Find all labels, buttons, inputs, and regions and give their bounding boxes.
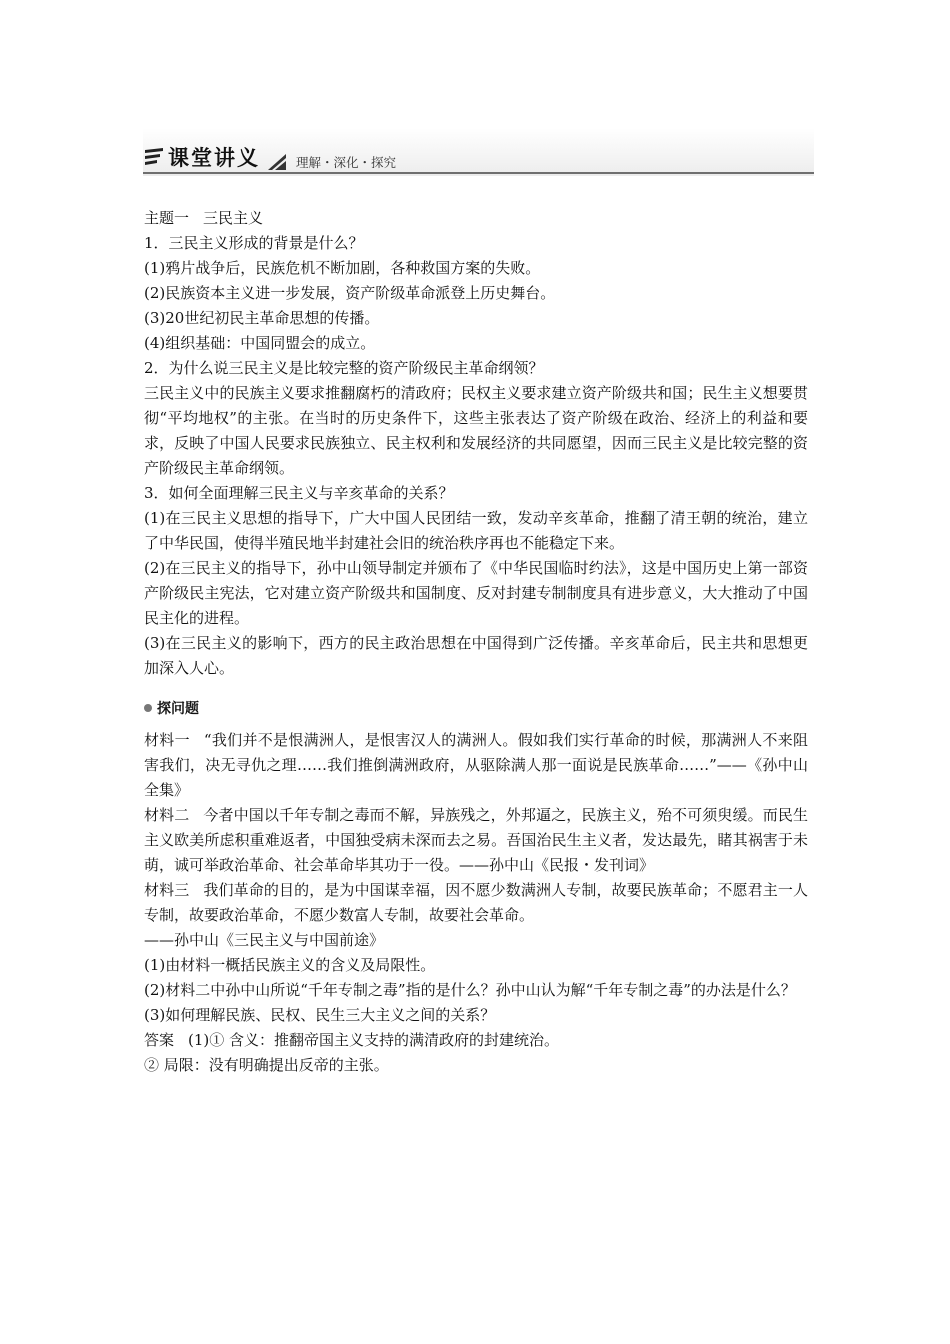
material-3-label: 材料三 <box>144 881 190 899</box>
q2-answer: 三民主义中的民族主义要求推翻腐朽的清政府；民权主义要求建立资产阶级共和国；民生主义想要贯彻“平均地权”的主张。在当时的历史条件下，这些主张表达了资产阶级在政治、经济上的利益和要求，反映了中国人民要求民族独立、民主权利和发展经济的共同愿望，因而三民主义是比较完整的资产阶级民主革命纲领。 <box>144 384 808 477</box>
material-1 <box>144 728 808 803</box>
material-2-text: 今者中国以千年专制之毒而不解，异族残之，外邦逼之，民族主义，殆不可须臾缓。而民生主义欧美所虑积重难返者，中国独受病未深而去之易。吾国治民生主义者，发达最先，睹其祸害于未萌，诚可举政治革命、社会革命毕其功于一役。——孙中山《民报・发刊词》 <box>144 806 808 874</box>
document-body <box>144 206 808 1078</box>
question-1: 1．三民主义形成的背景是什么？ <box>144 234 364 252</box>
banner-title: 课堂讲义 <box>168 146 260 170</box>
material-3-source: ——孙中山《三民主义与中国前途》 <box>144 931 385 949</box>
material-2-label: 材料二 <box>144 806 190 824</box>
topic-text: 三民主义 <box>203 209 264 227</box>
banner-subtitle: 理解・深化・探究 <box>296 155 397 170</box>
bullet-icon <box>144 704 152 712</box>
q1-item-4: (4)组织基础：中国同盟会的成立。 <box>144 334 376 352</box>
q3-item-2: (2)在三民主义的指导下，孙中山领导制定并颁布了《中华民国临时约法》，这是中国历史上第一部资产阶级民主宪法，它对建立资产阶级共和国制度、反对封建专制制度具有进步意义，大大推动了中国民主化的进程。 <box>144 559 808 627</box>
explore-heading <box>144 696 808 722</box>
q1-item-3: (3)20世纪初民主革命思想的传播。 <box>144 309 380 327</box>
answer-1: (1)① 含义：推翻帝国主义支持的满清政府的封建统治。 <box>188 1031 560 1049</box>
answer-label: 答案 <box>144 1031 175 1049</box>
answer-line-1 <box>144 1028 808 1053</box>
q1-item-2: (2)民族资本主义进一步发展，资产阶级革命派登上历史舞台。 <box>144 284 556 302</box>
explore-question-1: (1)由材料一概括民族主义的含义及局限性。 <box>144 956 436 974</box>
explore-heading-text: 探问题 <box>157 701 199 717</box>
answer-2: ② 局限：没有明确提出反帝的主张。 <box>144 1056 389 1074</box>
topic-title <box>144 206 808 231</box>
q1-item-1: (1)鸦片战争后，民族危机不断加剧，各种救国方案的失败。 <box>144 259 541 277</box>
question-2: 2．为什么说三民主义是比较完整的资产阶级民主革命纲领？ <box>144 359 544 377</box>
material-1-label: 材料一 <box>144 731 190 749</box>
explore-question-2: (2)材料二中孙中山所说“千年专制之毒”指的是什么？孙中山认为解“千年专制之毒”的办法是什么？ <box>144 981 796 999</box>
q3-item-1: (1)在三民主义思想的指导下，广大中国人民团结一致，发动辛亥革命，推翻了清王朝的统治，建立了中华民国，使得半殖民地半封建社会旧的统治秩序再也不能稳定下来。 <box>144 509 808 552</box>
q3-item-3: (3)在三民主义的影响下，西方的民主政治思想在中国得到广泛传播。辛亥革命后，民主共和思想更加深入人心。 <box>144 634 808 677</box>
slash-icon <box>266 150 288 172</box>
material-3-text: 我们革命的目的，是为中国谋幸福，因不愿少数满洲人专制，故要民族革命；不愿君主一人专制，故要政治革命，不愿少数富人专制，故要社会革命。 <box>144 881 808 924</box>
explore-question-3: (3)如何理解民族、民权、民生三大主义之间的关系？ <box>144 1006 496 1024</box>
material-1-text: “我们并不是恨满洲人，是恨害汉人的满洲人。假如我们实行革命的时候，那满洲人不来阻害我们，决无寻仇之理……我们推倒满洲政府，从驱除满人那一面说是民族革命……”——《孙中山全集》 <box>144 731 808 799</box>
banner-rule <box>143 172 814 174</box>
topic-label: 主题一 <box>144 209 190 227</box>
material-2 <box>144 803 808 878</box>
question-3: 3．如何全面理解三民主义与辛亥革命的关系？ <box>144 484 454 502</box>
material-3 <box>144 878 808 928</box>
stripes-icon <box>145 148 163 168</box>
